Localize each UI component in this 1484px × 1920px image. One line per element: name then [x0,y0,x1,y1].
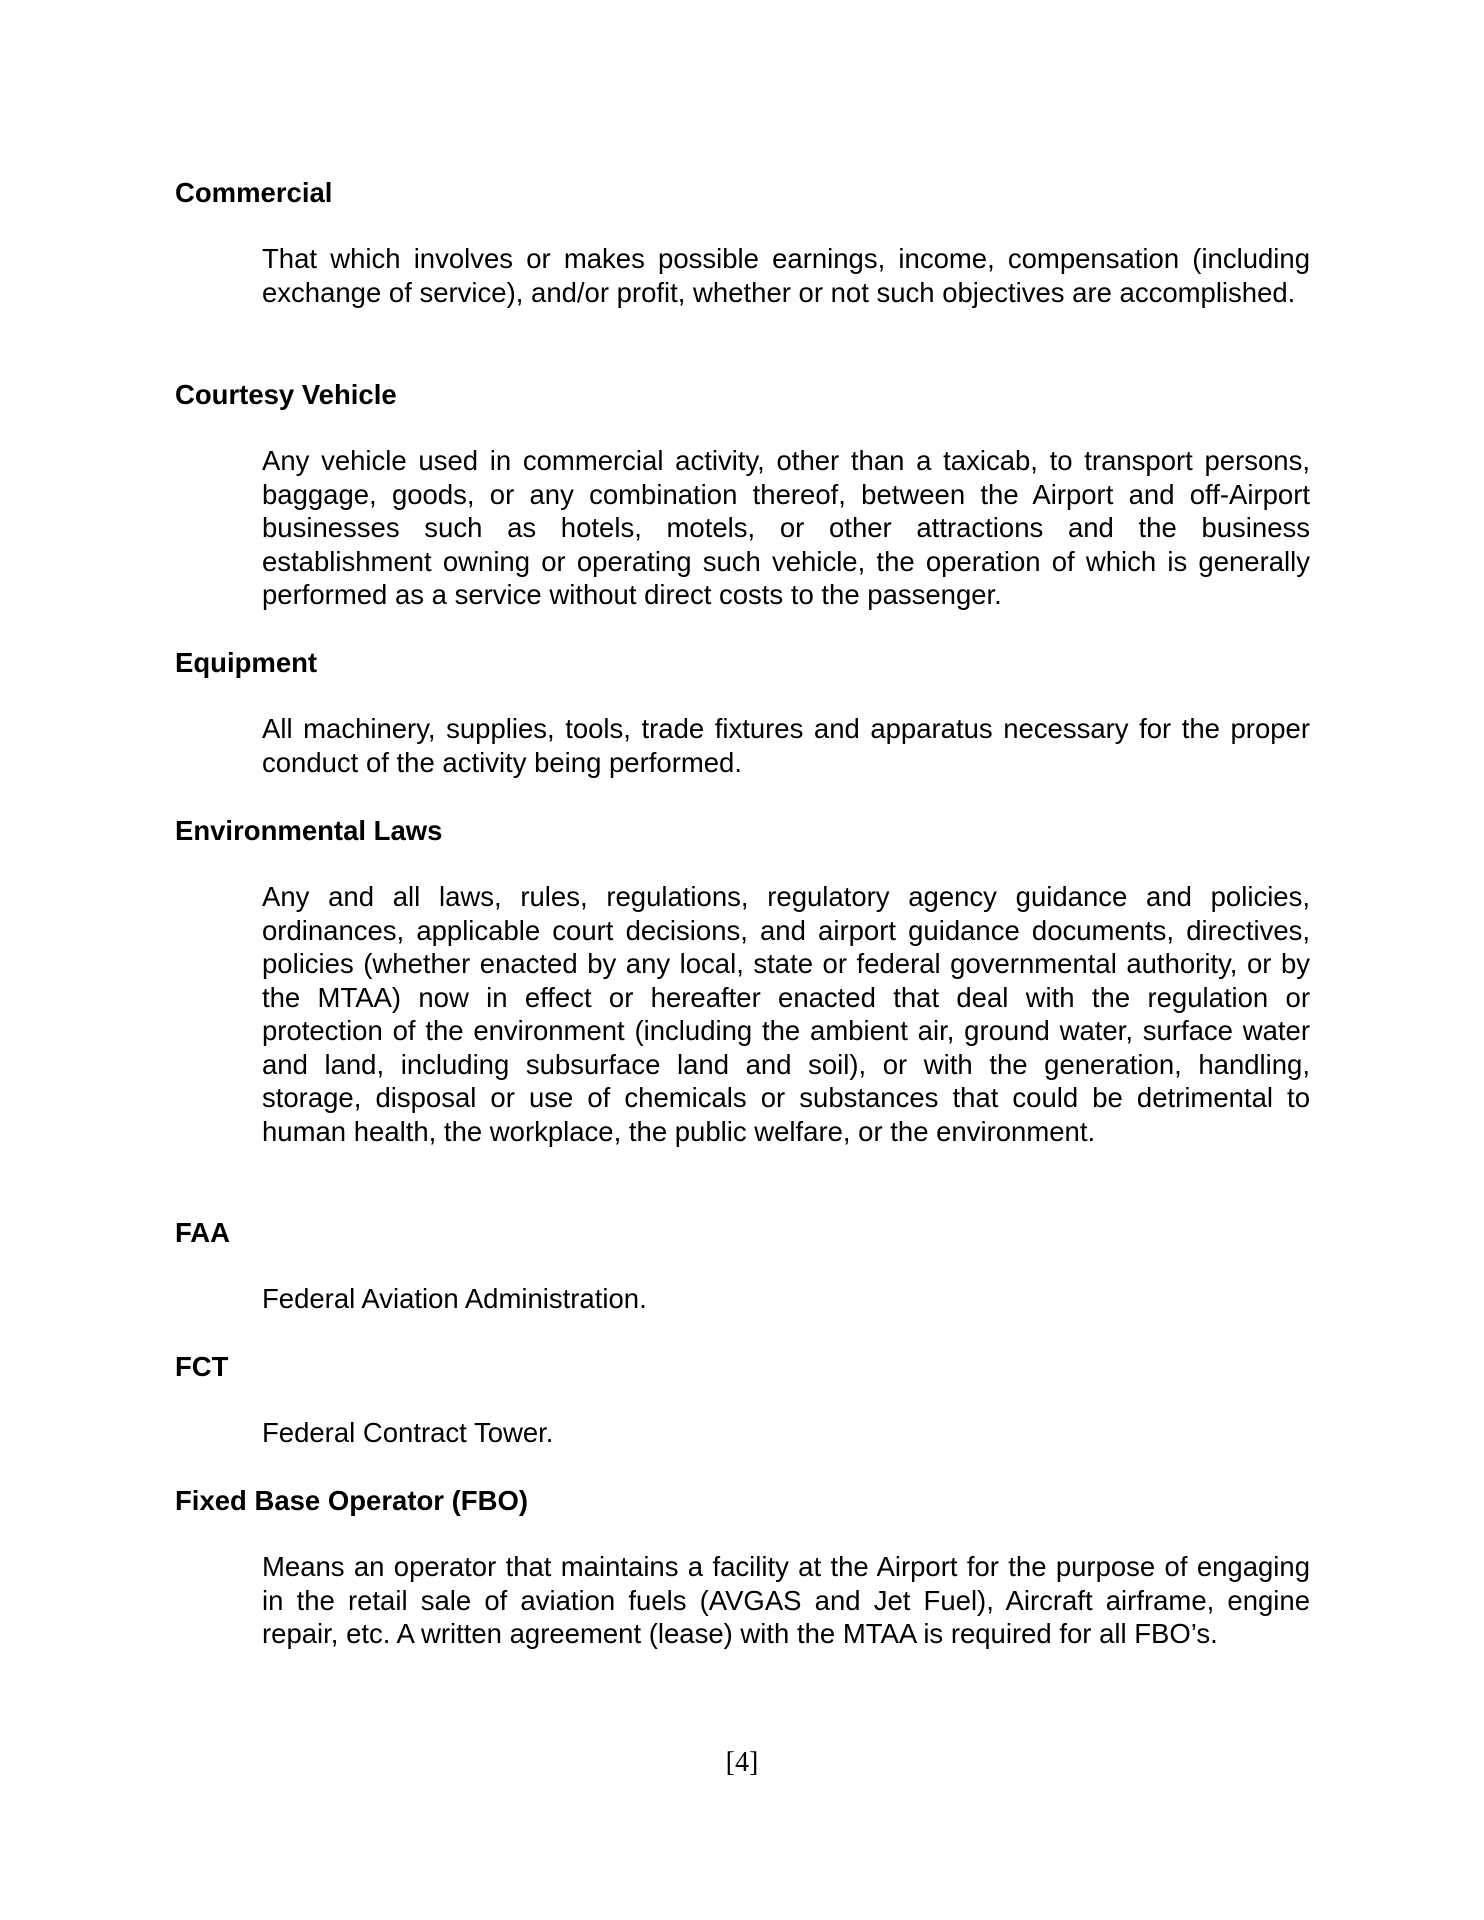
definition-entry-fct [175,1350,1310,1450]
term-definition: Any vehicle used in commercial activity, other than a taxicab, to transport persons, baggage, goods, or any combination thereof, between the Airport and off-Airport businesses such as hotels, motels, or other attractions and the business establishment owning or operating such vehicle, the operation of which is generally performed as a service without direct costs to the passenger. [262,445,1310,610]
term-definition: That which involves or makes possible earnings, income, compensation (including exchange of service), and/or profit, whether or not such objectives are accomplished. [262,243,1310,308]
term-definition: Means an operator that maintains a facility at the Airport for the purpose of engaging in the retail sale of aviation fuels (AVGAS and Jet Fuel), Aircraft airframe, engine repair, etc. A written agreement (lease) with the MTAA is required for all FBO’s. [262,1551,1310,1649]
definition-entry-equipment [175,646,1310,779]
definition-entry-courtesy-vehicle [175,378,1310,612]
term-heading: Commercial [175,177,333,208]
definition-entry-environmental-laws [175,814,1310,1148]
term-definition: Any and all laws, rules, regulations, regulatory agency guidance and policies, ordinances, applicable court decisions, and airport guidance documents, directives, policies (whether enacted by any local, state or federal governmental authority, or by the MTAA) now in effect or hereafter enacted that deal with the regulation or protection of the environment (including the ambient air, ground water, surface water and land, including subsurface land and soil), or with the generation, handling, storage, disposal or use of chemicals or substances that could be detrimental to human health, the workplace, the public welfare, or the environment. [262,881,1310,1147]
term-heading: FAA [175,1217,230,1248]
definition-entry-fixed-base-operator [175,1484,1310,1651]
term-heading: Fixed Base Operator (FBO) [175,1485,528,1516]
page-number: [4] [725,1747,759,1778]
term-heading: Environmental Laws [175,815,443,846]
term-definition: Federal Aviation Administration. [262,1283,647,1314]
definition-entry-faa [175,1216,1310,1316]
definition-entry-commercial [175,176,1310,309]
term-definition: Federal Contract Tower. [262,1417,554,1448]
term-heading: FCT [175,1351,229,1382]
term-heading: Courtesy Vehicle [175,379,397,410]
term-definition: All machinery, supplies, tools, trade fixtures and apparatus necessary for the proper conduct of the activity being performed. [262,713,1310,778]
term-heading: Equipment [175,647,318,678]
